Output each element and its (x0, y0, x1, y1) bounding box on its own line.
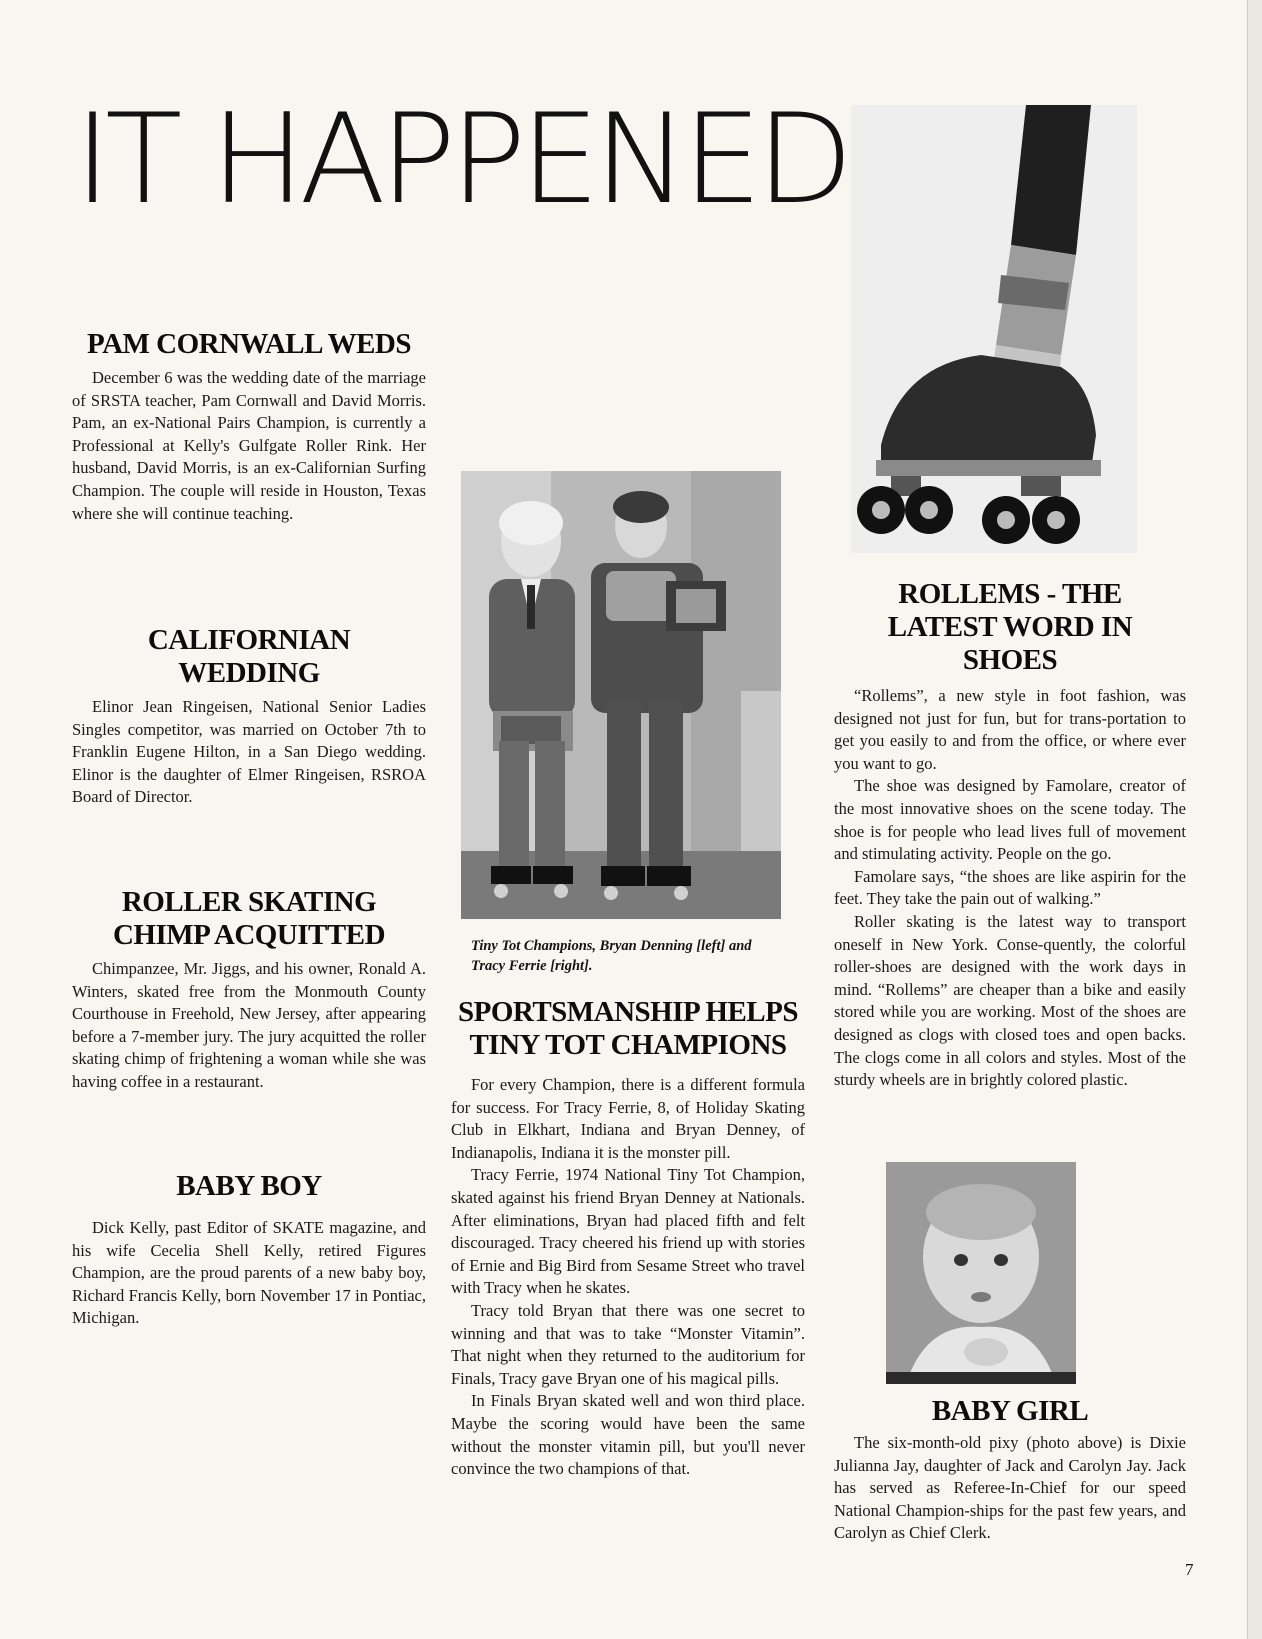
headline: PAM CORNWALL WEDS (87, 328, 411, 360)
roller-shoe-illustration (851, 105, 1137, 553)
page-edge (1247, 0, 1262, 1639)
paragraph: Famolare says, “the shoes are like aspirin for the feet. They take the pain out of walking.” (834, 866, 1186, 909)
paragraph: In Finals Bryan skated well and won third place. Maybe the scoring would have been the same without the monster vitamin pill, but you'll never convince the two champions of that. (451, 1391, 805, 1479)
baby-portrait-illustration (886, 1162, 1076, 1384)
children-photo-illustration (461, 471, 781, 919)
paragraph: “Rollems”, a new style in foot fashion, was designed not just for fun, but for trans-portation to get you easily to and from the office, or where ever you want to go. (834, 686, 1186, 773)
headline: BABY BOY (176, 1170, 322, 1202)
article-baby-boy (72, 1170, 426, 1330)
article-rollems (834, 578, 1186, 1092)
article-californian-wedding (72, 624, 426, 809)
paragraph: Chimpanzee, Mr. Jiggs, and his owner, Ronald A. Winters, skated free from the Monmouth County Courthouse in Freehold, New Jersey, after appearing before a 7-member jury. The jury acquitted the roller skating chimp of frightening a woman while she was having coffee in a restaurant. (72, 959, 426, 1091)
paragraph: Dick Kelly, past Editor of SKATE magazine, and his wife Cecelia Shell Kelly, retired Figures Champion, are the proud parents of a new baby boy, Richard Francis Kelly, born November 17 in Pontiac, Michigan. (72, 1218, 426, 1328)
paragraph: December 6 was the wedding date of the marriage of SRSTA teacher, Pam Cornwall and David Morris. Pam, an ex-National Pairs Champion, is currently a Professional at Kelly's Gulfgate Roller Rink. Her husband, David Morris, is an ex-Californian Surfing Champion. The couple will reside in Houston, Texas where she will continue teaching. (72, 368, 426, 523)
page-number: 7 (1185, 1560, 1194, 1579)
paragraph: The six-month-old pixy (photo above) is Dixie Julianna Jay, daughter of Jack and Carolyn Jay. Jack has served as Referee-In-Chief for our speed National Champion-ships for the past few years, and Carolyn as Chief Clerk. (834, 1433, 1186, 1543)
article-chimp-acquitted (72, 886, 426, 1094)
rollems-shoe-photo (851, 105, 1137, 553)
article-body (72, 696, 426, 809)
headline: SPORTSMANSHIP HELPS TINY TOT CHAMPIONS (458, 996, 798, 1061)
headline: ROLLEMS - THE LATEST WORD IN SHOES (887, 578, 1133, 676)
masthead-title: IT HAPPENED (74, 88, 848, 232)
headline: CALIFORNIAN WEDDING (147, 624, 351, 689)
article-body (72, 958, 426, 1094)
article-body (72, 1217, 426, 1330)
article-body (72, 367, 426, 525)
paragraph: Roller skating is the latest way to transport oneself in New York. Conse-quently, the colorful roller-shoes are designed with the work days in mind. “Rollems” are cheaper than a bike and easily stored while you are working. Most of the shoes are designed as clogs with closed toes and open backs. The clogs come in all colors and styles. Most of the sturdy wheels are in brightly colored plastic. (834, 911, 1186, 1090)
article-body (451, 1074, 805, 1481)
paragraph: Tracy Ferrie, 1974 National Tiny Tot Champion, skated against his friend Bryan Denney at Nationals. After eliminations, Bryan had placed fifth and felt discouraged. Tracy cheered his friend up with stories of Ernie and Big Bird from Sesame Street who travel with Tracy when he skates. (451, 1165, 805, 1298)
paragraph: The shoe was designed by Famolare, creator of the most innovative shoes on the scene today. The shoe is for people who lead lives full of movement and stimulating activity. People on the go. (834, 776, 1186, 864)
article-sportsmanship (451, 996, 805, 1481)
article-body (834, 1432, 1186, 1545)
tiny-tot-champions-photo (461, 471, 781, 919)
paragraph: For every Champion, there is a different formula for success. For Tracy Ferrie, 8, of Holiday Skating Club in Elkhart, Indiana and Bryan Denney, of Indianapolis, Indiana it is the monster pill. (451, 1075, 805, 1162)
headline: ROLLER SKATING CHIMP ACQUITTED (112, 886, 386, 951)
paragraph: Elinor Jean Ringeisen, National Senior Ladies Singles competitor, was married on October 7th to Franklin Eugene Hilton, in a San Diego wedding. Elinor is the daughter of Elmer Ringeisen, RSROA Board of Director. (72, 697, 426, 807)
baby-girl-photo (886, 1162, 1076, 1384)
article-baby-girl (834, 1395, 1186, 1545)
photo-caption: Tiny Tot Champions, Bryan Denning [left] and Tracy Ferrie [right]. (471, 938, 752, 974)
paragraph: Tracy told Bryan that there was one secret to winning and that was to take “Monster Vitamin”. That night when they returned to the auditorium for Finals, Tracy gave Bryan one of his magical pills. (451, 1300, 805, 1388)
headline: BABY GIRL (931, 1395, 1089, 1427)
article-body (834, 685, 1186, 1092)
article-pam-cornwall (72, 328, 426, 525)
